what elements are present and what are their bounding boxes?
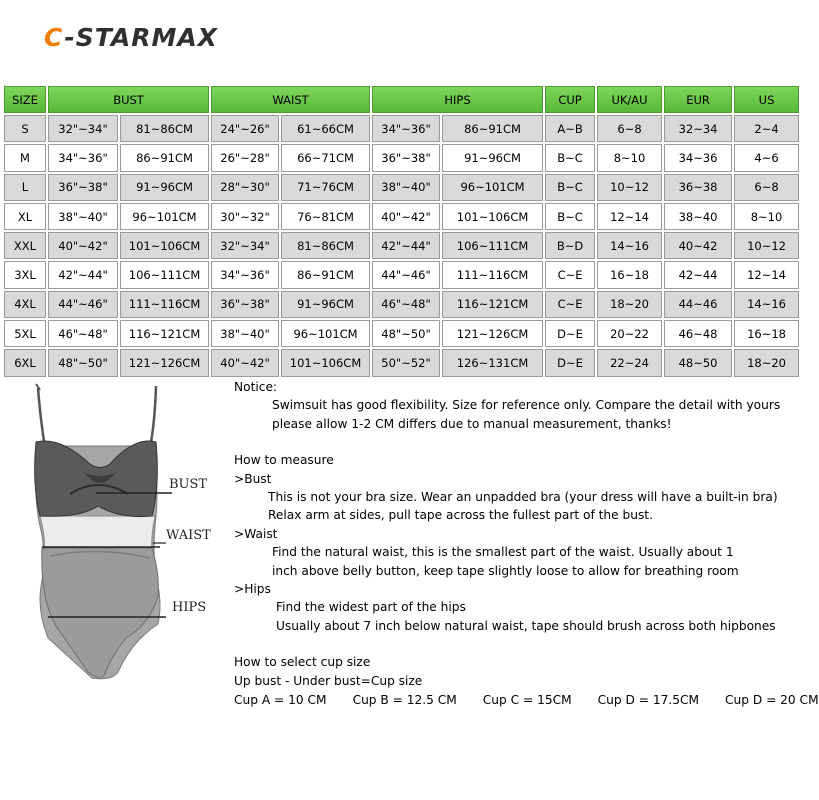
waist-label: WAIST bbox=[166, 528, 211, 543]
table-cell: 4~6 bbox=[734, 144, 799, 171]
table-cell: 36"~38" bbox=[48, 174, 118, 201]
table-cell: 91~96CM bbox=[281, 291, 370, 318]
table-cell: 50"~52" bbox=[372, 349, 440, 376]
table-cell: 18~20 bbox=[597, 291, 662, 318]
table-cell: 111~116CM bbox=[442, 261, 543, 288]
cup-formula: Up bust - Under bust=Cup size bbox=[234, 673, 423, 688]
header-uk-au: UK/AU bbox=[597, 86, 662, 113]
measure-title: How to measure bbox=[234, 453, 334, 468]
table-cell: 76~81CM bbox=[281, 203, 370, 230]
cup-values bbox=[234, 691, 819, 709]
table-cell: 32~34 bbox=[664, 115, 732, 142]
table-cell: B~D bbox=[545, 232, 595, 259]
table-cell: 91~96CM bbox=[442, 144, 543, 171]
table-cell: 71~76CM bbox=[281, 174, 370, 201]
waist-line-1: Find the natural waist, this is the smallest part of the waist. Usually about 1 bbox=[272, 545, 734, 560]
hips-line-1: Find the widest part of the hips bbox=[276, 600, 466, 615]
table-cell: 40~42 bbox=[664, 232, 732, 259]
table-cell: 36"~38" bbox=[372, 144, 440, 171]
table-cell: 48"~50" bbox=[48, 349, 118, 376]
header-waist: WAIST bbox=[211, 86, 370, 113]
table-cell: C~E bbox=[545, 261, 595, 288]
table-cell: S bbox=[4, 115, 46, 142]
table-row bbox=[4, 349, 799, 376]
cup-a: Cup A = 10 CM bbox=[234, 693, 327, 708]
table-cell: 16~18 bbox=[734, 320, 799, 347]
table-row bbox=[4, 115, 799, 142]
table-cell: 6~8 bbox=[597, 115, 662, 142]
table-cell: 40"~42" bbox=[211, 349, 279, 376]
table-cell: 106~111CM bbox=[442, 232, 543, 259]
cup-d: Cup D = 17.5CM bbox=[597, 693, 699, 708]
hips-label: HIPS bbox=[172, 600, 207, 615]
cup-b: Cup B = 12.5 CM bbox=[352, 693, 457, 708]
cup-c: Cup C = 15CM bbox=[482, 693, 572, 708]
table-cell: 20~22 bbox=[597, 320, 662, 347]
table-cell: 34~36 bbox=[664, 144, 732, 171]
table-cell: 42~44 bbox=[664, 261, 732, 288]
table-header-row bbox=[4, 86, 799, 113]
table-cell: 36"~38" bbox=[211, 291, 279, 318]
table-cell: 12~14 bbox=[597, 203, 662, 230]
hips-heading: >Hips bbox=[234, 582, 271, 597]
table-cell: 44~46 bbox=[664, 291, 732, 318]
hips-line-2: Usually about 7 inch below natural waist, tape should brush across both hipbones bbox=[276, 618, 776, 633]
table-cell: M bbox=[4, 144, 46, 171]
header-size: SIZE bbox=[4, 86, 46, 113]
table-cell: 86~91CM bbox=[120, 144, 209, 171]
table-cell: 96~101CM bbox=[120, 203, 209, 230]
bust-label: BUST bbox=[169, 477, 208, 492]
instructions-panel bbox=[234, 378, 819, 710]
table-cell: B~C bbox=[545, 174, 595, 201]
table-cell: 106~111CM bbox=[120, 261, 209, 288]
header-bust: BUST bbox=[48, 86, 209, 113]
header-hips: HIPS bbox=[372, 86, 543, 113]
waist-heading: >Waist bbox=[234, 526, 278, 541]
table-cell: 126~131CM bbox=[442, 349, 543, 376]
table-cell: 44"~46" bbox=[48, 291, 118, 318]
table-cell: 61~66CM bbox=[281, 115, 370, 142]
table-cell: 38~40 bbox=[664, 203, 732, 230]
table-cell: 6XL bbox=[4, 349, 46, 376]
table-cell: 46"~48" bbox=[48, 320, 118, 347]
table-cell: 4XL bbox=[4, 291, 46, 318]
logo-text: -STARMAX bbox=[64, 22, 218, 52]
table-cell: 22~24 bbox=[597, 349, 662, 376]
table-cell: 3XL bbox=[4, 261, 46, 288]
table-row bbox=[4, 261, 799, 288]
table-cell: 34"~36" bbox=[48, 144, 118, 171]
table-cell: 40"~42" bbox=[372, 203, 440, 230]
table-cell: 26"~28" bbox=[211, 144, 279, 171]
bust-line-1: This is not your bra size. Wear an unpadded bra (your dress will have a built-in bra) bbox=[268, 490, 778, 505]
notice-title: Notice: bbox=[234, 380, 278, 394]
header-cup: CUP bbox=[545, 86, 595, 113]
brand-logo bbox=[44, 22, 218, 52]
table-cell: 14~16 bbox=[734, 291, 799, 318]
size-chart-table bbox=[2, 84, 801, 379]
notice-line-2: please allow 1-2 CM differs due to manual measurement, thanks! bbox=[272, 416, 672, 431]
table-cell: 24"~26" bbox=[211, 115, 279, 142]
table-cell: XL bbox=[4, 203, 46, 230]
table-cell: D~E bbox=[545, 320, 595, 347]
table-cell: 116~121CM bbox=[120, 320, 209, 347]
logo-letter: C bbox=[44, 22, 63, 52]
table-cell: 91~96CM bbox=[120, 174, 209, 201]
table-cell: A~B bbox=[545, 115, 595, 142]
table-row bbox=[4, 232, 799, 259]
bust-heading: >Bust bbox=[234, 471, 272, 486]
table-cell: 34"~36" bbox=[211, 261, 279, 288]
table-cell: 12~14 bbox=[734, 261, 799, 288]
table-cell: 116~121CM bbox=[442, 291, 543, 318]
cup-d-large: Cup D = 20 CM bbox=[724, 693, 819, 708]
table-cell: 40"~42" bbox=[48, 232, 118, 259]
table-cell: 46"~48" bbox=[372, 291, 440, 318]
table-cell: 34"~36" bbox=[372, 115, 440, 142]
table-cell: 96~101CM bbox=[281, 320, 370, 347]
header-us: US bbox=[734, 86, 799, 113]
bust-line-2: Relax arm at sides, pull tape across the fullest part of the bust. bbox=[268, 508, 653, 523]
table-cell: 38"~40" bbox=[372, 174, 440, 201]
table-cell: 42"~44" bbox=[48, 261, 118, 288]
table-cell: XXL bbox=[4, 232, 46, 259]
table-cell: B~C bbox=[545, 144, 595, 171]
table-cell: 101~106CM bbox=[120, 232, 209, 259]
table-cell: 96~101CM bbox=[442, 174, 543, 201]
table-cell: L bbox=[4, 174, 46, 201]
table-cell: 10~12 bbox=[597, 174, 662, 201]
table-cell: 42"~44" bbox=[372, 232, 440, 259]
notice-line-1: Swimsuit has good flexibility. Size for reference only. Compare the detail with yours bbox=[272, 398, 781, 413]
table-cell: 36~38 bbox=[664, 174, 732, 201]
table-cell: 5XL bbox=[4, 320, 46, 347]
header-eur: EUR bbox=[664, 86, 732, 113]
table-cell: 10~12 bbox=[734, 232, 799, 259]
table-cell: 121~126CM bbox=[442, 320, 543, 347]
table-cell: 66~71CM bbox=[281, 144, 370, 171]
table-cell: 86~91CM bbox=[281, 261, 370, 288]
table-cell: 8~10 bbox=[597, 144, 662, 171]
table-cell: 14~16 bbox=[597, 232, 662, 259]
table-cell: C~E bbox=[545, 291, 595, 318]
table-cell: 111~116CM bbox=[120, 291, 209, 318]
table-cell: 28"~30" bbox=[211, 174, 279, 201]
table-cell: 46~48 bbox=[664, 320, 732, 347]
table-cell: 101~106CM bbox=[442, 203, 543, 230]
table-row bbox=[4, 144, 799, 171]
table-cell: 16~18 bbox=[597, 261, 662, 288]
table-row bbox=[4, 203, 799, 230]
table-cell: 6~8 bbox=[734, 174, 799, 201]
table-cell: 48~50 bbox=[664, 349, 732, 376]
table-cell: 86~91CM bbox=[442, 115, 543, 142]
cup-title: How to select cup size bbox=[234, 655, 371, 670]
table-cell: 18~20 bbox=[734, 349, 799, 376]
table-cell: 101~106CM bbox=[281, 349, 370, 376]
table-cell: 44"~46" bbox=[372, 261, 440, 288]
table-cell: 121~126CM bbox=[120, 349, 209, 376]
swimsuit-illustration bbox=[0, 376, 225, 686]
table-row bbox=[4, 320, 799, 347]
table-cell: 48"~50" bbox=[372, 320, 440, 347]
table-cell: 81~86CM bbox=[120, 115, 209, 142]
table-cell: 2~4 bbox=[734, 115, 799, 142]
table-cell: D~E bbox=[545, 349, 595, 376]
table-cell: 81~86CM bbox=[281, 232, 370, 259]
table-cell: 8~10 bbox=[734, 203, 799, 230]
table-cell: 32"~34" bbox=[48, 115, 118, 142]
table-row bbox=[4, 291, 799, 318]
table-cell: 38"~40" bbox=[211, 320, 279, 347]
table-cell: 30"~32" bbox=[211, 203, 279, 230]
table-cell: 38"~40" bbox=[48, 203, 118, 230]
table-row bbox=[4, 174, 799, 201]
waist-line-2: inch above belly button, keep tape slightly loose to allow for breathing room bbox=[272, 563, 739, 578]
table-cell: 32"~34" bbox=[211, 232, 279, 259]
table-cell: B~C bbox=[545, 203, 595, 230]
swimsuit-measure-figure bbox=[0, 376, 225, 686]
